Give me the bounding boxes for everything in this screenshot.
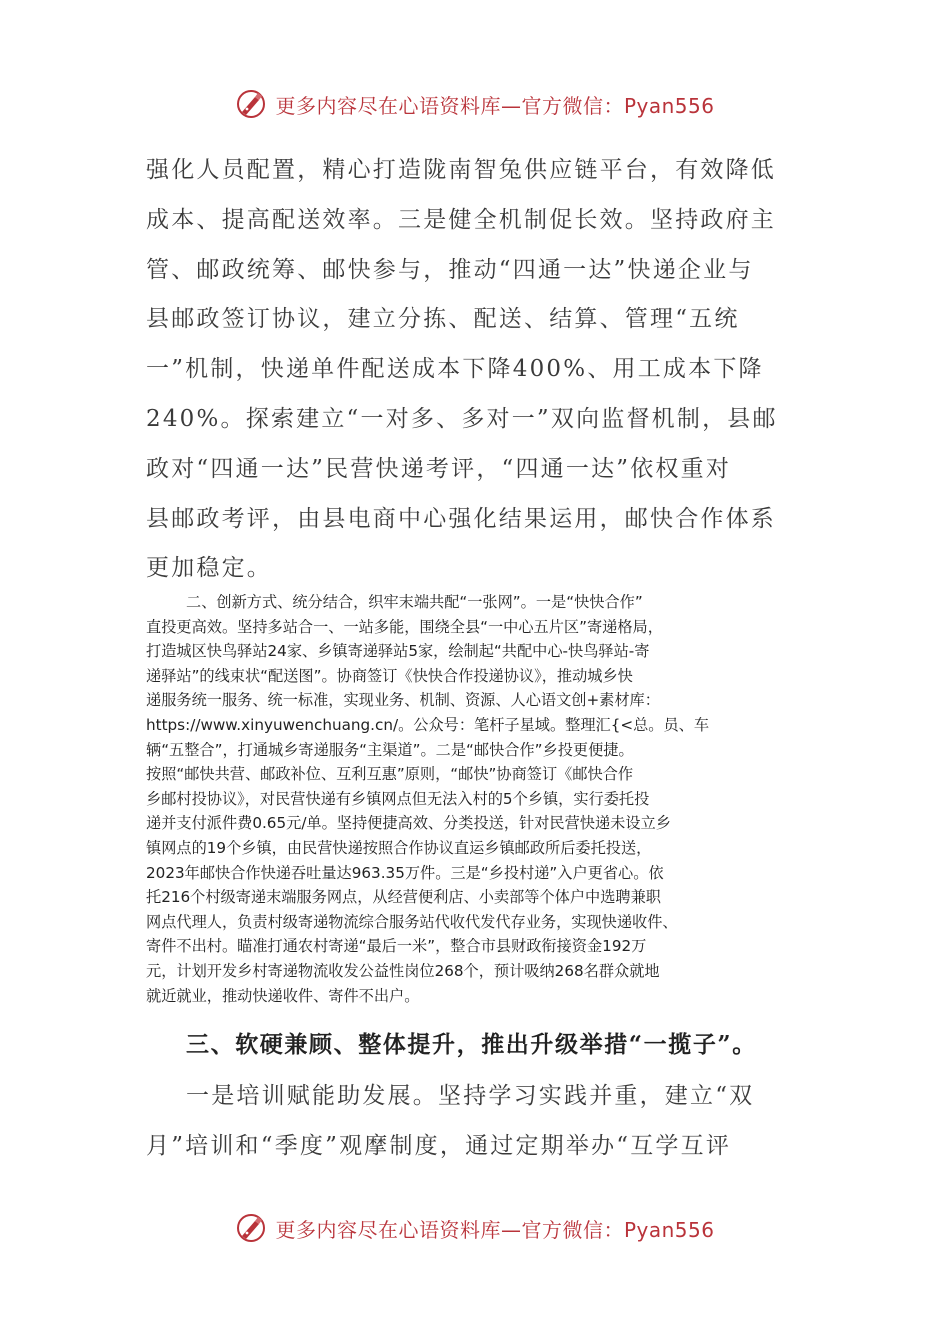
pen-nib-logo-icon: [235, 88, 267, 120]
watermark-header: [0, 88, 950, 120]
text-line: 月”培训和“季度”观摩制度，通过定期举办“互学互评: [146, 1132, 732, 1159]
text-line: 托216个村级寄递末端服务网点，从经营便利店、小卖部等个体户中选聘兼职: [146, 888, 661, 907]
watermark-footer: [0, 1212, 950, 1244]
text-line: 2023年邮快合作快递吞吐量达963.35万件。三是“乡投村递”入户更省心。依: [146, 863, 664, 882]
text-line: 直投更高效。坚持多站合一、一站多能，围绕全县“一中心五片区”寄递格局，: [146, 617, 663, 636]
text-line: 按照“邮快共营、邮政补位、互利互惠”原则，“邮快”协商签订《邮快合作: [146, 765, 634, 784]
text-line: 管、邮政统筹、邮快参与，推动“四通一达”快递企业与: [146, 256, 754, 283]
text-line: 一”机制，快递单件配送成本下降400%、用工成本下降: [146, 356, 764, 383]
text-line: 县邮政签订协议，建立分拣、配送、结算、管理“五统: [146, 306, 740, 333]
text-line: 强化人员配置，精心打造陇南智兔供应链平台，有效降低: [146, 157, 776, 183]
text-line: 就近就业，推动快递收件、寄件不出户。: [146, 986, 420, 1005]
text-line: 240%。探索建立“一对多、多对一”双向监督机制，县邮: [146, 405, 778, 432]
text-line: 元，计划开发乡村寄递物流收发公益性岗位268个，预计吸纳268名群众就地: [146, 961, 660, 980]
text-line: 更加稳定。: [146, 555, 272, 582]
section-heading-3: 三、软硬兼顾、整体提升，推出升级举措“一揽子”。: [186, 1031, 757, 1058]
watermark-text: 更多内容尽在心语资料库—官方微信：Pyan556: [275, 1217, 715, 1242]
text-line: 成本、提高配送效率。三是健全机制促长效。坚持政府主: [146, 206, 776, 233]
text-line: 二、创新方式、统分结合，织牢末端共配“一张网”。一是“快快合作”: [186, 593, 643, 611]
pen-nib-logo-icon: [235, 1212, 267, 1244]
paragraph-2: [146, 590, 808, 1008]
text-line: 政对“四通一达”民营快递考评，“四通一达”依权重对: [146, 455, 732, 482]
paragraph-1: [146, 146, 806, 594]
text-line: 递服务统一服务、统一标准，实现业务、机制、资源、人心语文创+素材库：: [146, 691, 660, 710]
text-line: 乡邮村投协议》，对民营快递有乡镇网点但无法入村的5个乡镇，实行委托投: [146, 789, 650, 808]
text-line: 打造城区快鸟驿站24家、乡镇寄递驿站5家，绘制起“共配中心-快鸟驿站-寄: [146, 642, 650, 661]
text-line: 一是培训赋能助发展。坚持学习实践并重，建立“双: [186, 1083, 755, 1109]
text-line: 县邮政考评，由县电商中心强化结果运用，邮快合作体系: [146, 505, 776, 532]
text-line: 辆“五整合”，打通城乡寄递服务“主渠道”。二是“邮快合作”乡投更便捷。: [146, 740, 634, 759]
text-line: 递并支付派件费0.65元/单。坚持便捷高效、分类投送，针对民营快递未设立乡: [146, 814, 671, 833]
text-line: 寄件不出村。瞄准打通农村寄递“最后一米”，整合市县财政衔接资金192万: [146, 937, 647, 956]
text-line: 递驿站”的线束状“配送图”。协商签订《快快合作投递协议》，推动城乡快: [146, 666, 633, 685]
paragraph-4: [146, 1072, 806, 1172]
text-line: 网点代理人，负责村级寄递物流综合服务站代收代发代存业务，实现快递收件、: [146, 912, 678, 931]
text-line: https://www.xinyuwenchuang.cn/。公众号：笔杆子星域。整理汇{<总。员、车: [146, 715, 710, 734]
watermark-text: 更多内容尽在心语资料库—官方微信：Pyan556: [275, 93, 715, 118]
text-line: 镇网点的19个乡镇，由民营快递按照合作协议直运乡镇邮政所后委托投送，: [146, 838, 652, 857]
